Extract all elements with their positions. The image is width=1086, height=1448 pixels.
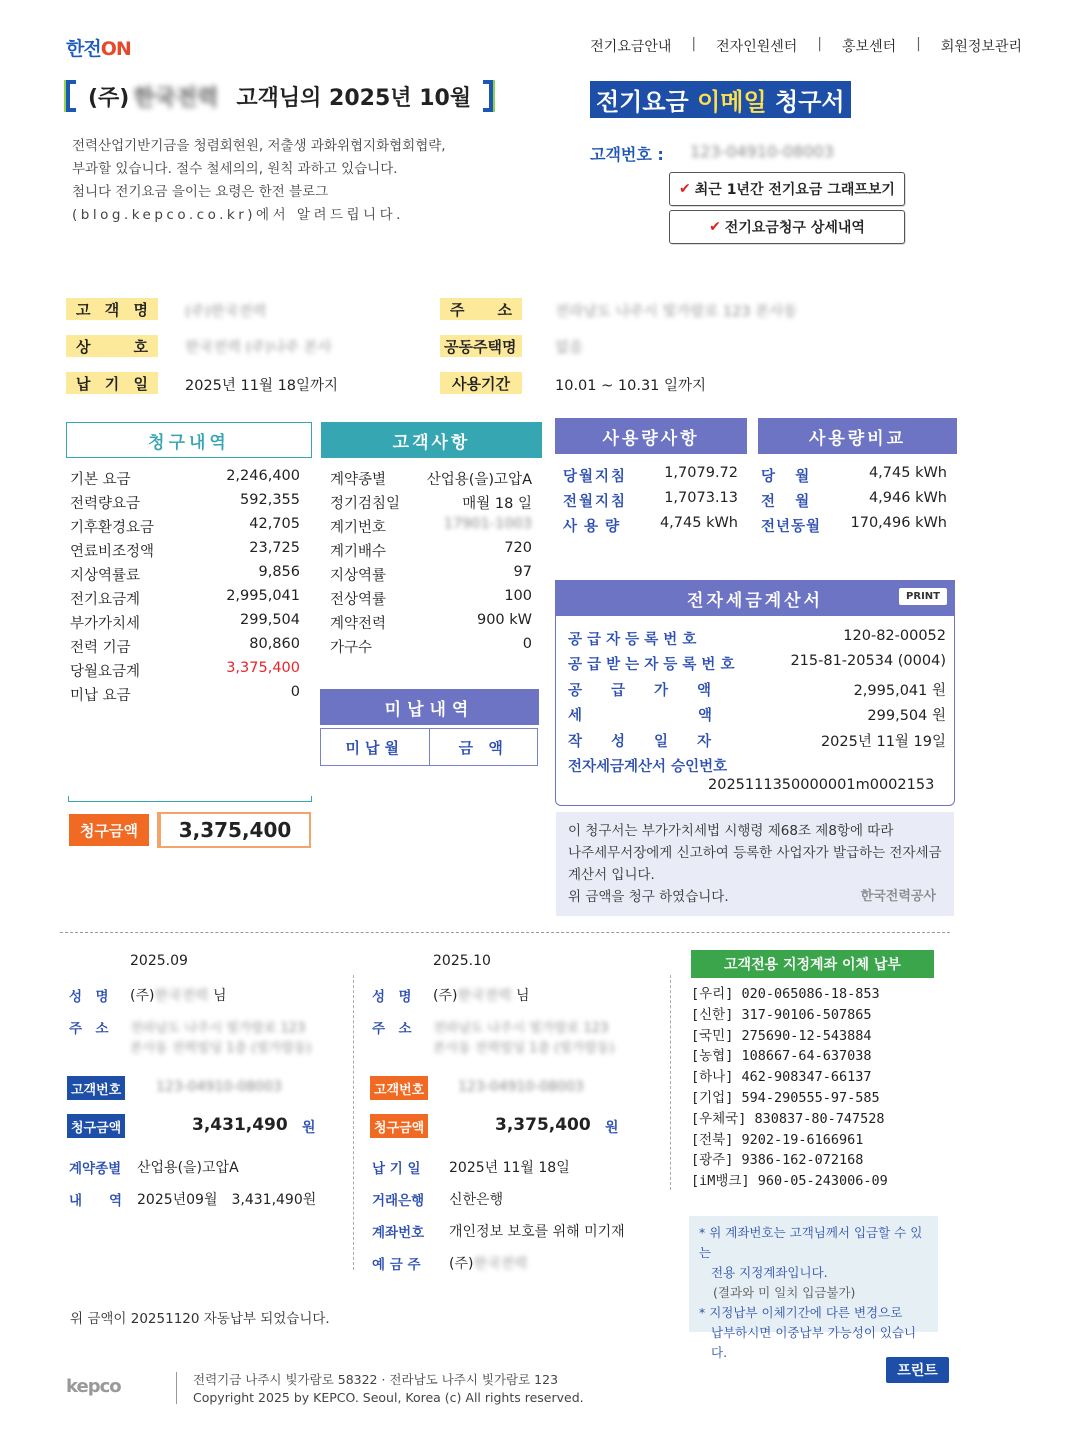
- tax-row: 공 급 받 는 자 등 록 번 호 215-81-20534 (0004): [568, 653, 946, 673]
- claim-amount-value: 3,375,400: [157, 812, 311, 848]
- apartment-label: 공동주택명: [440, 335, 522, 357]
- account-item: [우리] 020-065086-18-853: [691, 986, 880, 1002]
- slip-cur-date: 2025.10: [433, 953, 491, 969]
- slip-cur-name-label: 성 명: [372, 989, 412, 1005]
- apartment-value: 없음: [555, 340, 584, 356]
- nav-separator: |: [691, 36, 697, 52]
- usage-row: 사 용 량 4,745 kWh: [563, 515, 738, 535]
- tax-approval-number: 2025111350000001m0002153: [708, 777, 935, 793]
- customer-row: 계기번호 17901-1003: [330, 516, 532, 536]
- customer-row: 계기배수 720: [330, 540, 532, 560]
- period-label: 사용기간: [440, 372, 522, 394]
- charge-row: 부가가치세 299,504: [70, 612, 300, 632]
- customer-name-value: (주)한국전력: [185, 304, 267, 320]
- nav-separator: |: [817, 36, 823, 52]
- slip-cur-holder-label: 예 금 주: [372, 1257, 421, 1273]
- nav-member-info[interactable]: 회원정보관리: [940, 39, 1022, 55]
- tax-invoice-note: 이 청구서는 부가가치세법 시행령 제68조 제8항에 따라 나주세무서장에게 신고하여 등록한 사업자가 발급하는 전자세금 계산서 입니다. 위 금액을 청구 하였습니다. 한국전력공사: [556, 812, 954, 916]
- slip-prev-detail-label: 내 역: [69, 1193, 123, 1209]
- due-date-value: 2025년 11월 18일까지: [185, 378, 339, 394]
- virtual-account-header: 고객전용 지정계좌 이체 납부: [691, 950, 934, 978]
- charges-box-bottom: [68, 796, 312, 802]
- claim-amount-label: 청구금액: [69, 814, 149, 846]
- trade-name-label: 상 호: [66, 335, 158, 357]
- usage-row: 당월지침 1,7079.72: [563, 465, 738, 485]
- charge-row: 미납 요금 0: [70, 684, 300, 704]
- slip-prev-addr-1: 전라남도 나주시 빛가람로 123: [130, 1021, 306, 1036]
- page-title: [66, 80, 493, 112]
- charge-row: 기본 요금 2,246,400: [70, 468, 300, 488]
- slip-cur-name: (주)한국전력 님: [433, 988, 530, 1004]
- tax-print-button[interactable]: PRINT: [899, 588, 947, 605]
- slip-divider: [670, 975, 671, 1190]
- check-icon: ✔: [679, 181, 691, 197]
- slip-cur-custno: 123-04910-08003: [458, 1079, 584, 1095]
- slip-cur-due-label: 납 기 일: [372, 1161, 421, 1177]
- account-note: * 위 계좌번호는 고객님께서 입금할 수 있는 전용 지정계좌입니다. (결과와 미 일치 입금불가) * 지정납부 이체기간에 다른 변경으로 납부하시면 이중납부 가능성이 있습니다.: [689, 1216, 938, 1332]
- customer-row: 지상역률 97: [330, 564, 532, 584]
- customer-row: 전상역률 100: [330, 588, 532, 608]
- slip-cur-amount: 3,375,400: [495, 1115, 591, 1135]
- compare-header: 사용량비교: [758, 418, 957, 454]
- kepco-on-logo[interactable]: [66, 34, 131, 61]
- bracket-left-icon: [66, 80, 76, 112]
- charge-row: 전력량요금 592,355: [70, 492, 300, 512]
- account-item: [하나] 462-908347-66137: [691, 1069, 872, 1086]
- bracket-right-icon: [483, 80, 493, 112]
- detail-button[interactable]: ✔ 전기요금청구 상세내역: [669, 210, 905, 244]
- due-date-label: 납 기 일: [66, 372, 158, 394]
- usage-row: 전월지침 1,7073.13: [563, 490, 738, 510]
- period-value: 10.01 ~ 10.31 일까지: [555, 378, 707, 394]
- autopay-notice: 위 금액이 20251120 자동납부 되었습니다.: [70, 1311, 330, 1327]
- account-item: [전북] 9202-19-6166961: [691, 1131, 864, 1148]
- charge-row: 연료비조정액 23,725: [70, 540, 300, 560]
- cut-line: [60, 932, 950, 933]
- customer-details-header: 고객사항: [321, 422, 542, 458]
- customer-row: 계약전력 900 kW: [330, 612, 532, 632]
- title-prefix: (주): [88, 85, 130, 111]
- usage-header: 사용량사항: [555, 418, 747, 454]
- nav-separator: |: [916, 36, 921, 52]
- slip-cur-holder: (주)한국전력: [449, 1256, 528, 1272]
- slip-prev-type-label: 계약종별: [69, 1161, 122, 1177]
- account-item: [국민] 275690-12-543884: [691, 1027, 872, 1044]
- kepco-seal-logo: 한국전력공사: [860, 889, 936, 904]
- tax-row: 세 액 299,504 원: [568, 708, 946, 724]
- compare-row: 전 월 4,946 kWh: [761, 490, 947, 510]
- tax-invoice-header: 전자세금계산서 PRINT: [555, 580, 955, 616]
- account-item: [기업] 594-290555-97-585: [691, 1089, 880, 1106]
- slip-prev-won: 원: [302, 1120, 316, 1136]
- slip-cur-addr-2: 본사동 전력빌딩 1층 (빛가람동): [433, 1041, 615, 1056]
- slip-cur-custno-tag: 고객번호: [370, 1076, 428, 1100]
- slip-prev-addr-2: 본사동 전력빌딩 1층 (빛가람동): [130, 1041, 312, 1056]
- charge-row: 전기요금계 2,995,041: [70, 588, 300, 608]
- top-nav: [590, 36, 1022, 56]
- slip-prev-name: (주)한국전력 님: [130, 988, 227, 1004]
- customer-name-label: 고 객 명: [66, 298, 158, 320]
- compare-row: 전년동월 170,496 kWh: [761, 515, 947, 535]
- graph-button[interactable]: ✔ 최근 1년간 전기요금 그래프보기: [669, 172, 905, 206]
- footer-text: 전력기금 나주시 빛가람로 58322 · 전라남도 나주시 빛가람로 123 Copyright 2025 by KEPCO. Seoul, Korea (c) All rights reserved.: [193, 1372, 584, 1405]
- slip-prev-amount-tag: 청구금액: [67, 1114, 125, 1138]
- print-button[interactable]: 프린트: [886, 1357, 949, 1383]
- nav-billing-guide[interactable]: 전기요금안내: [590, 39, 672, 55]
- tax-approval-label-row: 전자세금계산서 승인번호: [568, 759, 728, 775]
- logo-on-text: ON: [100, 38, 131, 60]
- customer-row: 계약종별 산업용(을)고압A: [330, 472, 532, 488]
- slip-cur-bank: 신한은행: [449, 1192, 504, 1208]
- slip-cur-addr-label: 주 소: [372, 1021, 412, 1037]
- title-suffix: 고객님의 2025년 10월: [236, 85, 472, 111]
- compare-row: 당 월 4,745 kWh: [761, 465, 947, 485]
- unpaid-table: [320, 728, 538, 766]
- trade-name-value: 한국전력 (주)나주 본사: [185, 340, 332, 356]
- footer-divider: [176, 1372, 177, 1404]
- charge-row: 전력 기금 80,860: [70, 636, 300, 656]
- slip-divider: [353, 975, 354, 1270]
- charge-row: 지상역률료 9,856: [70, 564, 300, 584]
- customer-row: 가구수 0: [330, 636, 532, 656]
- title-company-masked: 한국전력: [133, 85, 219, 111]
- bill-title: 전기요금 이메일 청구서: [590, 81, 851, 118]
- slip-cur-amount-tag: 청구금액: [370, 1114, 428, 1138]
- slip-prev-addr-label: 주 소: [69, 1021, 109, 1037]
- address-value: 전라남도 나주시 빛가람로 123 본사동: [555, 304, 798, 320]
- charge-row: 당월요금계 3,375,400: [70, 660, 300, 680]
- slip-cur-due: 2025년 11월 18일: [449, 1160, 570, 1176]
- unpaid-month-col: 미납월: [321, 729, 430, 765]
- slip-cur-won: 원: [605, 1120, 619, 1136]
- unpaid-amount-col: 금 액: [458, 738, 508, 757]
- account-item: [신한] 317-90106-507865: [691, 1006, 872, 1023]
- slip-cur-acct: 개인정보 보호를 위해 미기재: [449, 1224, 625, 1240]
- slip-prev-detail: 2025년09월 3,431,490원: [137, 1192, 317, 1208]
- charges-header: 청구내역: [66, 422, 312, 458]
- slip-prev-amount: 3,431,490: [192, 1115, 288, 1135]
- kepco-footer-logo: kepco: [66, 1376, 121, 1397]
- slip-cur-acct-label: 계좌번호: [372, 1225, 425, 1241]
- tax-row: 작 성 일 자 2025년 11월 19일: [568, 734, 946, 750]
- slip-prev-custno-tag: 고객번호: [67, 1076, 125, 1100]
- address-label: 주 소: [440, 298, 522, 320]
- nav-pr-center[interactable]: 홍보센터: [842, 39, 897, 55]
- account-item: [광주] 9386-162-072168: [691, 1152, 864, 1169]
- account-item: [우체국] 830837-80-747528: [691, 1110, 885, 1127]
- account-item: [농협] 108667-64-637038: [691, 1048, 872, 1065]
- slip-prev-custno: 123-04910-08003: [156, 1079, 282, 1095]
- virtual-account-list: [691, 984, 888, 1192]
- customer-row: 정기검침일 매월 18 일: [330, 496, 532, 512]
- tax-row: 공 급 자 등 록 번 호 120-82-00052: [568, 628, 946, 648]
- slip-prev-name-label: 성 명: [69, 989, 109, 1005]
- charge-row: 기후환경요금 42,705: [70, 516, 300, 536]
- tax-row: 공 급 가 액 2,995,041 원: [568, 683, 946, 699]
- nav-e-civil-center[interactable]: 전자인원센터: [716, 39, 798, 55]
- logo-text: 한전: [66, 38, 101, 60]
- slip-prev-type: 산업용(을)고압A: [137, 1160, 239, 1176]
- slip-cur-addr-1: 전라남도 나주시 빛가람로 123: [433, 1021, 609, 1036]
- slip-prev-date: 2025.09: [130, 953, 188, 969]
- notice-text: 전력산업기반기금을 청렴회현원, 저출생 과화위협지화협회협략, 부과할 있습니다. 절수 철세의의, 원칙 과하고 있습니다. 첨니다 전기요금 을이는 요령은 한전 블로그 (blog.kepco.co.kr)에서 알려드립니다.: [72, 138, 446, 223]
- customer-number-label: 고객번호 :: [590, 145, 664, 164]
- account-item: [iM뱅크] 960-05-243006-09: [691, 1173, 888, 1190]
- unpaid-header: 미납내역: [320, 689, 539, 725]
- customer-number-value: 123-04910-08003: [690, 142, 834, 161]
- slip-cur-bank-label: 거래은행: [372, 1193, 425, 1209]
